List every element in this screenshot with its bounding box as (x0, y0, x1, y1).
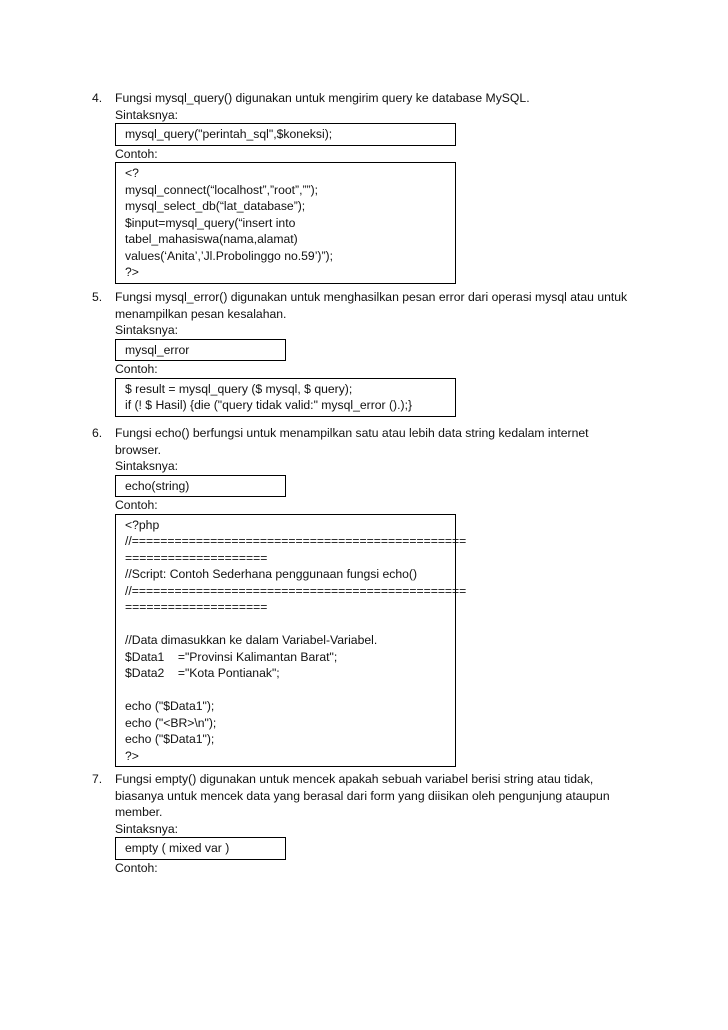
item-body (115, 771, 652, 876)
item-body (115, 289, 652, 417)
code-line: values(‘Anita’,’Jl.Probolinggo no.59’)”); (125, 248, 333, 263)
code-line: <?php (125, 517, 160, 532)
code-line: <? (125, 166, 139, 180)
syntax-box (115, 475, 286, 498)
description-line: Fungsi echo() berfungsi untuk menampilkan satu atau lebih data string kedalam internet (115, 426, 589, 440)
description-line: menampilkan pesan kesalahan. (115, 306, 287, 321)
code-line: //=============================================== (125, 583, 467, 598)
description-line: biasanya untuk mencek data yang berasal dari form yang diisikan oleh pengunjung ataupun (115, 788, 610, 803)
code-line: ==================== (125, 550, 268, 565)
item-body (115, 90, 652, 284)
list-item-4 (92, 90, 652, 284)
code-line: echo ("$Data1"); (125, 732, 215, 746)
list-item-6 (92, 425, 652, 767)
syntax-label: Sintaksnya: (115, 459, 179, 473)
example-code-box (115, 162, 456, 284)
syntax-line: mysql_error (125, 342, 190, 357)
example-label: Contoh: (115, 362, 158, 376)
description-line: Fungsi empty() digunakan untuk mencek apakah sebuah variabel berisi string atau tidak, (115, 772, 594, 786)
item-body (115, 425, 652, 767)
example-code-box (115, 514, 467, 768)
code-line: if (! $ Hasil) {die ("query tidak valid:" mysql_error ().);} (125, 398, 413, 412)
example-label: Contoh: (115, 498, 158, 512)
code-line: tabel_mahasiswa(nama,alamat) (125, 232, 298, 246)
code-line: $ result = mysql_query ($ mysql, $ query); (125, 381, 353, 396)
syntax-label: Sintaksnya: (115, 821, 179, 836)
syntax-line: mysql_query("perintah_sql",$koneksi); (125, 127, 333, 141)
code-line: echo ("<BR>\n"); (125, 715, 217, 730)
item-number: 7. (92, 772, 103, 786)
code-line: //=============================================== (125, 534, 467, 548)
code-line: $input=mysql_query(“insert into (125, 215, 296, 230)
list-item-7 (92, 771, 652, 876)
example-label: Contoh: (115, 860, 158, 875)
code-line: ==================== (125, 600, 268, 614)
list-item-5 (92, 289, 652, 417)
syntax-label: Sintaksnya: (115, 323, 179, 337)
syntax-line: echo(string) (125, 478, 190, 493)
code-line: //Data dimasukkan ke dalam Variabel-Variabel. (125, 633, 378, 647)
code-line: //Script: Contoh Sederhana penggunaan fungsi echo() (125, 567, 418, 581)
syntax-box (115, 837, 286, 860)
code-line: ?> (125, 265, 139, 279)
item-number: 4. (92, 91, 103, 105)
code-line: mysql_connect(“localhost”,”root”,””); (125, 182, 319, 197)
code-line: mysql_select_db(“lat_database”); (125, 199, 306, 213)
description-line: member. (115, 805, 163, 819)
description-line: Fungsi mysql_error() digunakan untuk menghasilkan pesan error dari operasi mysql atau untuk (115, 290, 628, 304)
example-code-box (115, 378, 456, 417)
item-number: 5. (92, 290, 103, 304)
item-number: 6. (92, 426, 103, 440)
syntax-box (115, 339, 286, 362)
syntax-line: empty ( mixed var ) (125, 841, 230, 855)
description-line: browser. (115, 442, 162, 457)
syntax-box (115, 123, 456, 146)
example-label: Contoh: (115, 146, 158, 161)
code-line: $Data1 ="Provinsi Kalimantan Barat"; (125, 649, 338, 664)
syntax-label: Sintaksnya: (115, 107, 179, 122)
description-line: Fungsi mysql_query() digunakan untuk mengirim query ke database MySQL. (115, 91, 530, 105)
code-line: echo ("$Data1"); (125, 699, 215, 713)
code-line: $Data2 ="Kota Pontianak"; (125, 666, 280, 680)
code-line: ?> (125, 748, 139, 763)
code-line (125, 682, 449, 699)
code-line (125, 616, 449, 633)
